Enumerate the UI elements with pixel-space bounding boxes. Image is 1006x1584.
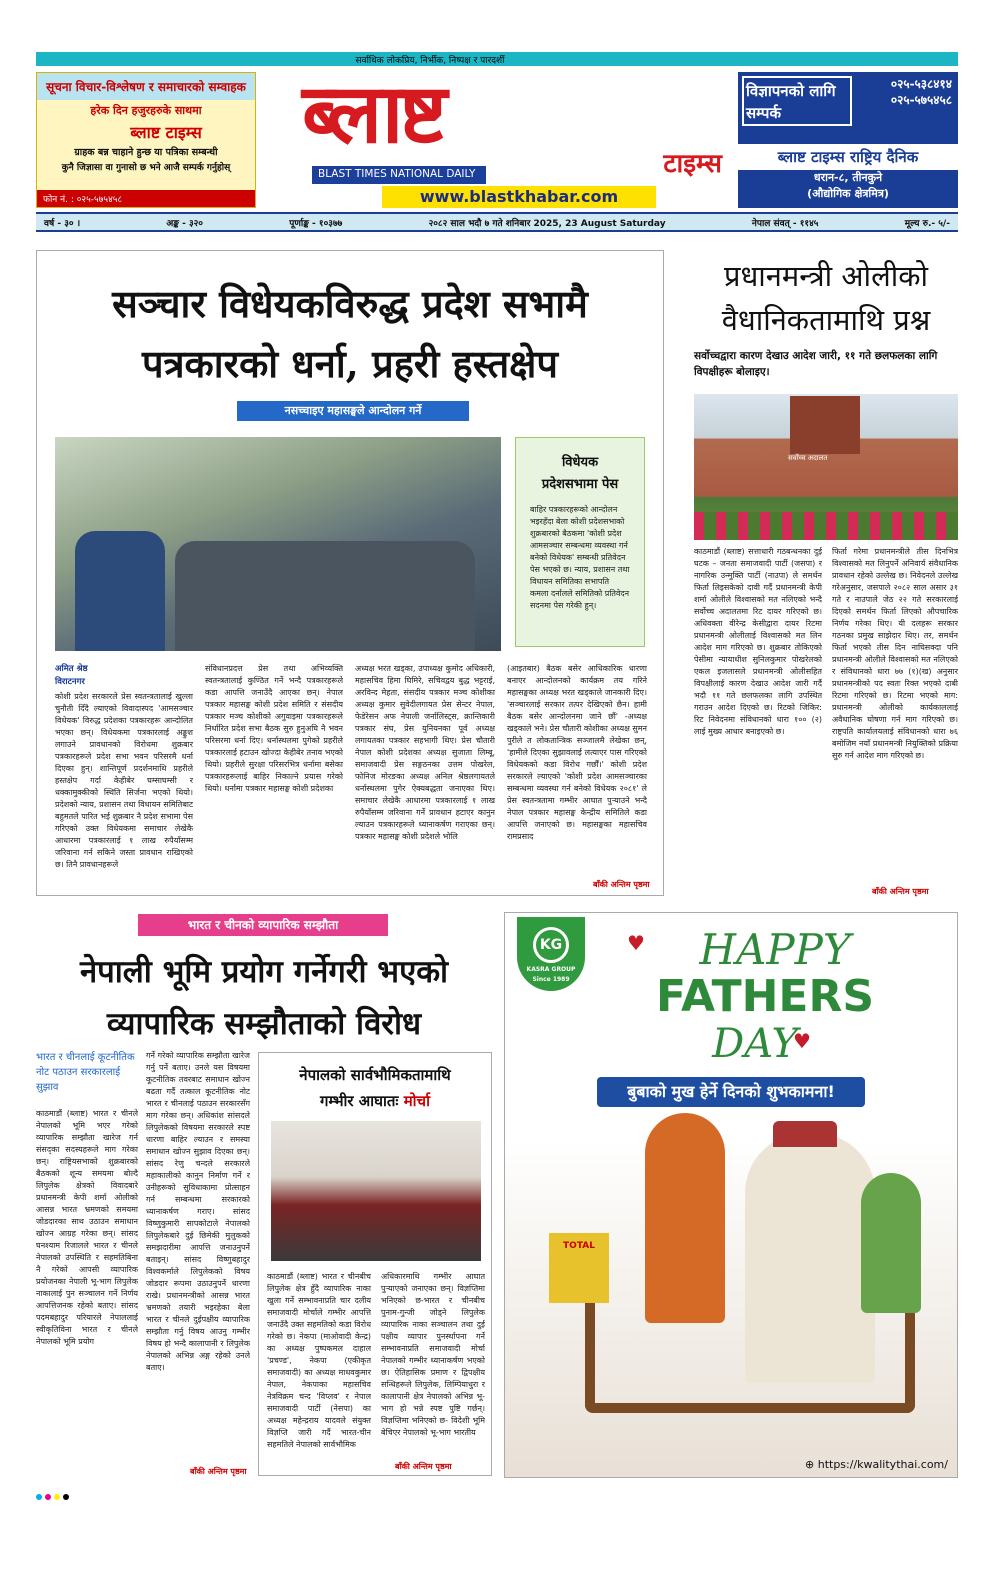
trade-column-2: गर्ने गरेको व्यापारिक सम्झौता खारेज गर्नु पर्ने बताए। उनले यस विषयमा कूटनीतिक तवरबाट समाधान खोज्न बढता गर्दै तत्काल कूटनीतिक नोट भारत र चीनलाई पठाउन सरकारसँग माग गरेका छन्। अधिकांश सांसदले लिपुलेकको विषयमा सरकारले स्पष्ट धारणा बाहिर ल्याउन र समस्या समाधान खोज्न सुझाव दिएका छन्। सांसद रेणु चन्दले सरकारले महाकालीको कानुन निर्माण गर्ने र उनीहरूको सुविधाकामा प्रोत्साहन गर्न सम्बन्धमा सरकारको ध्यानाकर्षण गराए। सांसद विष्णुकुमारी सापकोटाले नेपालको लिपुलेकबारे दुई छिमेकी मुलुकको समझदारीमा आपत्ति जनाउनुपर्ने बताइन्। सांसद विष्णुबहादुर विश्वकर्माले लिपुलेकको विषय जोडदार रूपमा उठाउनुपर्ने धारणा राखे। प्रधानमन्त्रीको आसन्न भारत भ्रमणको तयारी भइरहेका बेला भारत र चीनले दुईपक्षीय व्यापारिक सम्झौता गर्नु विषय आउनु गम्भीर विषय हो भन्दै कालापानी र लिपुलेक नेपालको अभिन्न अङ्ग रहेको उनले बताए। [146, 1051, 250, 1372]
pm-headline-2: वैधानिकतामाथि प्रश्न [721, 303, 931, 337]
product-pack [549, 1233, 609, 1303]
phone-2: ०२५-५७५४५८ [890, 93, 952, 107]
bill-sidebox [515, 437, 645, 647]
subscription-text: ग्राहक बन्न चाहाने हुन्छ या पत्रिका सम्बन्धी [74, 147, 218, 158]
kasra-brand-text: KASRA GROUP [526, 966, 576, 973]
fathers-day-ad [504, 912, 958, 1478]
product-label: TOTAL [563, 1241, 595, 1251]
nepal-samvat: नेपाल संवत् - ११४५ [751, 218, 819, 229]
trade-kicker: भारत र चीनको व्यापारिक सम्झौता [138, 914, 388, 936]
advertise-phones [891, 76, 952, 108]
black-dot [63, 1494, 69, 1500]
sovereignty-title-2b: मोर्चा [403, 1092, 430, 1110]
heart-icon-2: ♥ [793, 1029, 811, 1053]
english-name-band: BLAST TIMES NATIONAL DAILY [312, 166, 486, 184]
lead-column-2: संविधानप्रदत्त प्रेस तथा अभिव्यक्ति स्वतन्त्रतालाई कुण्ठित गर्ने भन्दै पत्रकारहरूले कडा आपत्ति जनाउँदै आएका छन्। नेपाल पत्रकार महासङ्घ कोशी प्रदेश समिति र संसदीय पत्रकार मञ्च कोशीको अगुवाइमा पत्रकारहरूले निर्धारित प्रदेश सभा बैठक सुरु हुनुअघि नै भवन परिसरमा धर्ना दिए। धर्नास्थलमा पुगेको प्रहरीले पत्रकारलाई हटाउन खोज्दा केहीबेर तनाव भएको थियो। प्रहरीले सुरक्षा परिसरभित्र धर्नामा बसेका पत्रकारहरूलाई बाहिर निकाल्ने प्रयास गरेको थियो। धर्नामा पत्रकार महासङ्घ कोशी प्रदेशका [205, 664, 343, 793]
lead-kicker: नसच्चाइए महासङ्घले आन्दोलन गर्ने [237, 401, 469, 421]
paper-address [738, 170, 958, 202]
sovereignty-column-2: अधिकारमाथि गम्भीर आघात पुऱ्याएको जनाएका छन्। विज्ञप्तिमा भनिएको छ-भारत र चीनबीच पुनाम-गुन्जी जोड्ने लिपुलेक व्यापारिक नाका सञ्चालन तथा दुई पक्षीय व्यापार पुनर्स्थापना गर्ने सम्भावनाप्रति समाजवादी मोर्चा नेपालको गम्भीर ध्यानाकर्षण भएको छ। ऐतिहासिक प्रमाण र द्विपक्षीय सन्धिहरूले लिपुलेक, लिम्पियाधुरा र कालापानी क्षेत्र नेपालको अभिन्न भू-भाग हो भन्ने स्पष्ट पुष्टि गर्छन्। विज्ञप्तिमा भनिएको छ- विदेशी भूमि बेचिएर नेपालको भू-भाग भारतीय [381, 1272, 485, 1437]
protest-photo [55, 437, 501, 651]
sidebox-title-2: प्रदेशसभामा पेस [541, 477, 619, 492]
sovereignty-title-2a: गम्भीर आघातः [320, 1092, 399, 1110]
police-figure [75, 531, 165, 651]
sidebox-body: बाहिर पत्रकारहरूको आन्दोलन भइरहँदा बेला कोशी प्रदेशसभाको शुक्रबारको बैठकमा 'कोशी प्रदेश आमसञ्चार सम्बन्धमा व्यवस्था गर्न बनेको विधेयक' सम्बन्धी प्रतिवेदन पेस भएको छ। न्याय, प्रशासन तथा विधायन समितिका सभापति कमला दर्नालले समितिको प्रतिवेदन सदनमा पेस गरेकी हुन्। [530, 505, 630, 610]
subscription-brand: ब्लाष्ट टाइम्स [130, 123, 202, 142]
court-tower [790, 396, 860, 454]
subscription-text-2: कुनै जिज्ञासा वा गुनासो छ भने आजै सम्पर्क गर्नुहोस् [61, 163, 231, 173]
kg-emblem-icon: KG [533, 927, 569, 963]
issue-price: मूल्य रु.- ५/- [904, 218, 950, 229]
advertise-contact-box [738, 72, 958, 208]
heart-icon: ♥ [627, 931, 645, 955]
author: अमित श्रेष्ठ [55, 664, 88, 674]
pm-headline-1: प्रधानमन्त्री ओलीको [723, 259, 929, 293]
globe-icon: ⊕ [805, 1458, 815, 1471]
pm-continued-link[interactable]: बाँकी अन्तिम पृष्ठमा [872, 887, 929, 896]
sidebox-title-1: विधेयक [561, 455, 599, 470]
address-line-1: धरान-८, तीनकुने [813, 171, 883, 184]
paper-national-name: ब्लाष्ट टाइम्स राष्ट्रिय दैनिक [738, 144, 958, 170]
ad-happy-text: HAPPY [699, 925, 851, 974]
lead-column-3: अध्यक्ष भरत खड्का, उपाध्यक्ष कुमोद अधिकारी, महासचिव हिमा घिमिरे, सचिवद्वय बुद्ध भट्टराई, अरविन्द मेहता, संसदीय पत्रकार मञ्च कोशीका अध्यक्ष कुमार सुवेदीलगायत प्रेस सेन्टर नेपाल, फेडेरेसन अफ नेपाली जर्नालिस्ट्स, क्रान्तिकारी पत्रकार संघ, प्रेस युनियनका पूर्व अध्यक्ष लगायतका पत्रकार सहभागी थिए। प्रेस चौतारी नेपाल कोशी प्रदेशका अध्यक्ष सुजाता लिम्बू, समाजवादी प्रेस सङ्गठनका उत्तम पोखरेल, फोनिज मोरङका अध्यक्ष अनिल श्रेष्ठलगायतले धर्नास्थलमा पुगेर ऐक्यबद्धता जनाएका थिए। समाचार लेखेकै आधारमा पत्रकारलाई १ लाख रुपैयाँसम्म जरिवाना गर्ने प्रावधान हटाएर कानुन ल्याउन पत्रकारहरूले ध्यानाकर्षण गराएका छन्। पत्रकार महासङ्घ कोशी प्रदेशले भोलि [355, 664, 495, 841]
ad-greeting-banner: बुबाको मुख हेर्ने दिनको शुभकामना! [597, 1077, 865, 1107]
sovereignty-title-2 [259, 1091, 491, 1111]
pm-column-2: फिर्ता गरेमा प्रधानमन्त्रीले तीस दिनभित्र विश्वासको मत लिनुपर्ने अनिवार्य संवैधानिक प्रावधान रहेको उल्लेख छ। निवेदनले उल्लेख गरेअनुसार, जसपाले २०८२ साल असार ३१ गते र नाउपाले जेठ २२ गते सरकारलाई दिएको समर्थन फिर्ता लिएको औपचारिक निर्णय गरेका थिए। यी दलहरू सरकार गठनका प्रमुख साझेदार थिए। तर, समर्थन फिर्ता भएको तीस दिन नाघिसक्दा पनि प्रधानमन्त्री ओलीले विश्वासको मत नलिएको र संविधानको धारा ७७ (१)(ख) अनुसार प्रधानमन्त्रीको पद स्वतः रिक्त भएको दाबी रिटमा गरिएको छ। रिटमा भएको माग: प्रधानमन्त्री ओलीको कार्यकाललाई अवैधानिक घोषणा गर्न माग गरिएको छ। राष्ट्रपति कार्यालयलाई संविधानको धारा ७६ बमोजिम नयाँ प्रधानमन्त्री नियुक्तिको प्रक्रिया सुरु गर्न आदेश माग गरिएको छ। [832, 547, 958, 760]
subscription-headline: सूचना विचार-विश्लेषण र समाचारको सम्वाहक [37, 73, 255, 100]
family-illustration [563, 1113, 935, 1433]
cyan-dot [36, 1494, 42, 1500]
sovereignty-continued-link[interactable]: बाँकी अन्तिम पृष्ठमा [395, 1462, 452, 1471]
lead-headline-2: पत्रकारको धर्ना, प्रहरी हस्तक्षेप [141, 341, 558, 386]
ad-url-text: https://kwalitythai.com/ [817, 1458, 948, 1471]
father-figure [745, 1133, 875, 1383]
kasra-group-logo [517, 917, 585, 991]
dhaka-topi-shape [773, 1121, 837, 1147]
lead-column-1: कोशी प्रदेश सरकारले प्रेस स्वतन्त्रतालाई खुल्ला चुनौती दिँदै ल्याएको विवादास्पद 'आमसञ्चार विधेयक' विरुद्ध प्रदेशका पत्रकारहरू आन्दोलित भएका छन्। विधेयकमा पत्रकारलाई अङ्कुश लगाउने प्रावधानको विरोधमा शुक्रबार पत्रकारहरूले प्रदेश सभा भवन परिसरमै धर्ना दिएका हुन्। शान्तिपूर्ण प्रदर्शनमाथि प्रहरीले हस्तक्षेप गर्दा केहीबेर घम्साघम्सी र धक्कामुक्कीको स्थिति सिर्जना भएको थियो। प्रदेशको न्याय, प्रशासन तथा विधायन समितिबाट बहुमतले पारित भई शुक्रबार नै प्रदेश सभामा पेस गरिएको उक्त विधेयकमा समाचार लेखेकै आधारमा पत्रकारलाई १ लाख रुपैयाँसम्म जरिवाना गर्न सकिने जस्ता प्रावधान राखिएको छ। तिनै प्रावधानहरूले [55, 692, 193, 869]
sovereignty-column-1: काठमाडौं (ब्लाष्ट) भारत र चीनबीच लिपुलेक क्षेत्र हुँदै व्यापारिक नाका खुला गर्ने सम्भावनाप्रति चार दलीय समाजवादी मोर्चाले गम्भीर आपत्ति जनाउँदै उक्त सहमतिको कडा विरोध गरेको छ। नेकपा (माओवादी केन्द्र) का अध्यक्ष पुष्पकमल दाहाल 'प्रचण्ड', नेकपा (एकीकृत समाजवादी) का अध्यक्ष माधवकुमार नेपाल, नेकपाका महासचिव नेत्रविक्रम चन्द 'विप्लव' र नेपाल समाजवादी पार्टी (नेसपा) का अध्यक्ष महेन्द्रराय यादवले संयुक्त विज्ञप्ति जारी गर्दै भारत-चीन सहमतिले नेपालको सार्वभौमिक [267, 1272, 371, 1449]
trade-column-1: काठमाडौं (ब्लाष्ट) भारत र चीनले नेपालको भूमि भएर गरेको व्यापारिक सम्झौता खारेज गर्न संसद्‌का सदस्यहरूले माग गरेका छन्। राष्ट्रियसभाको शुक्रबारको बैठकको शून्य समयमा बोल्दै लिपुलेक क्षेत्रको विवादबारे प्रधानमन्त्री केपी शर्मा ओलीको आसन्न भारत भ्रमणको समयमा जोडदारका साथ उठाउन समाधान खोज्न आग्रह गरेका छन्। सांसद घनश्याम रिजालले भारत र चीनले नेपालको उपस्थिति र सहमतिबिना नै गरेको आपसी व्यापारिक प्रयोजनका नेपाली भू-भाग लिपुलेक नाकालाई पुन सञ्चालन गर्ने निर्णय आपत्तिजनक रहेको बताए। सांसद पदमबहादुर परियारले नेपाललाई स्वीकृतिविना भारत र चीनले नेपालको भूमि प्रयोग [36, 1109, 138, 1346]
court-sign: सर्वोच्च अदालत [788, 454, 828, 462]
registration-marks [36, 1492, 958, 1502]
flower-bed [694, 512, 958, 540]
yellow-dot [54, 1494, 60, 1500]
address-line-2: (औद्योगिक क्षेत्रमित्र) [807, 187, 889, 200]
meeting-photo [271, 1121, 481, 1261]
lead-story [36, 250, 664, 896]
website-link[interactable]: www.blastkhabar.com [382, 186, 656, 208]
masthead-title: ब्लाष्ट [302, 66, 444, 162]
issue-total: पूर्णाङ्क - १०३७७ [289, 218, 343, 229]
pm-subheadline: सर्वोच्चद्वारा कारण देखाउ आदेश जारी, ११ गते छलफलका लागि विपक्षीहरू बोलाइए। [694, 350, 938, 378]
phone-1: ०२५-५३८४१४ [890, 77, 952, 91]
issue-info-bar [36, 212, 958, 232]
issue-year: वर्ष - ३० । [44, 218, 81, 229]
dateline: विराटनगर [55, 677, 85, 687]
sovereignty-story [258, 1052, 492, 1476]
ad-url[interactable] [805, 1458, 948, 1471]
lead-column-4: (आइतबार) बैठक बसेर आधिकारिक धारणा बनाएर आन्दोलनको कार्यक्रम तय गरिने महासङ्घका अध्यक्ष भरत खड्काले जानकारी दिए। 'सञ्चारलाई सरकार तत्पर देखिएको छैन। हामी बैठक बसेर आन्दोलनमा जाने छौं' -अध्यक्ष खड्काले भने। प्रेस चौतारी कोशीका अध्यक्ष सुमन पुरीले त लोकतान्त्रिक सञ्जालमै लेखेका छन्, 'हामीले दिएका सुझावलाई लत्याएर पास गरिएको विधेयकको कडा विरोध गर्छौं।' कोशी प्रदेश सरकारले ल्याएको 'कोशी प्रदेश आमसञ्चारका सम्बन्धमा व्यवस्था गर्न बनेको विधेयक २०८१' ले प्रेस स्वतन्त्रतामा गम्भीर आघात पुऱ्याउने भन्दै नेपाल पत्रकार महासङ्घ केन्द्रीय समितिले कडा आपत्ति जनाएको छ। महासङ्घका महासचिव रामप्रसाद [507, 664, 647, 841]
girl-figure [861, 1173, 921, 1313]
pm-column-1: काठमाडौं (ब्लाष्ट) सत्ताधारी गठबन्धनका दुई घटक – जनता समाजवादी पार्टी (जसपा) र नागरिक उन्मुक्ति पार्टी (नाउपा) ले समर्थन फिर्ता लिइसकेको दावी गर्दै प्रधानमन्त्री केपी शर्मा ओलीले विश्वासको मत नलिएको भन्दै सर्वोच्च अदालतमा रिट दायर गरिएको छ। अधिवक्ता वीरेन्द्र केसीद्वारा दायर रिटमा प्रधानमन्त्री ओलीलाई विश्वासको मत लिन आदेश माग गरिएको छ। शुक्रबार तोकिएको पेसीमा न्यायाधीश सुनिलकुमार पोखरेलको एकल इजलासले प्रधानमन्त्री ओलीसहित विपक्षीलाई कारण देखाउ आदेश जारी गर्दै भदौ ११ गते छलफलका लागि उपस्थित गराउन आदेश दिएको छ। रिटको जिकिर: रिट निवेदनमा संविधानको धारा १०० (२) लाई मुख्य आधार बनाइएको छ। [694, 547, 822, 736]
sidebox-title [516, 438, 644, 496]
issue-date: २०८२ साल भदौ ७ गते शनिबार 2025, 23 August Saturday [428, 218, 666, 229]
subscription-box [36, 72, 256, 208]
trade-headline-1: नेपाली भूमि प्रयोग गर्नेगरी भएको [79, 954, 449, 990]
ad-fathers-text: FATHERS [655, 971, 875, 1022]
ad-day-text: DAY [712, 1021, 798, 1067]
trade-continued-link[interactable]: बाँकी अन्तिम पृष्ठमा [190, 1467, 247, 1476]
masthead-tagline: सर्वाधिक लोकप्रिय, निर्भीक, निष्पक्ष र पारदर्शी [355, 56, 505, 66]
trade-headline-2: व्यापारिक सम्झौताको विरोध [106, 1006, 422, 1042]
issue-number: अङ्क - ३२० [166, 218, 203, 229]
sovereignty-title-1: नेपालको सार्वभौमिकतामाथि [299, 1066, 451, 1084]
byline [55, 663, 88, 689]
trade-subhead: भारत र चीनलाई कूटनीतिक नोट पठाउन सरकारलाई सुझाव [36, 1052, 135, 1093]
kasra-since-text: Since 1989 [532, 976, 570, 983]
masthead-subtitle: टाइम्स [663, 149, 722, 179]
subscription-phone: फोन नं. : ०२५-५७५४५८ [37, 190, 255, 207]
lead-continued-link[interactable]: बाँकी अन्तिम पृष्ठमा [593, 880, 650, 889]
lead-headline-1: सञ्चार विधेयकविरुद्ध प्रदेश सभामै [112, 281, 588, 326]
advertise-label: विज्ञापनको लागि सम्पर्क [742, 76, 852, 126]
supreme-court-photo [694, 394, 958, 540]
journalists-group [175, 541, 475, 651]
magenta-dot [45, 1494, 51, 1500]
subscription-line: हरेक दिन हजुरहरुके साथमा [90, 104, 202, 117]
son-figure [645, 1113, 725, 1323]
